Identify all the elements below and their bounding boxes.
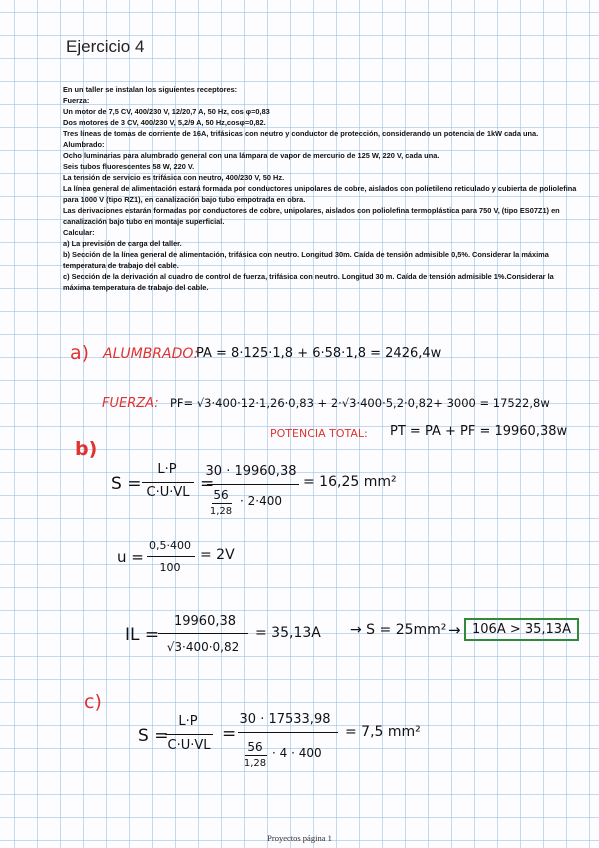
b-s-values-fraction-bar	[207, 484, 299, 485]
il-fraction-bar	[158, 633, 248, 634]
c-s-conductivity-den: 1,28	[243, 758, 267, 769]
u-denominator: 100	[159, 561, 181, 574]
ampacity-check-box: 106A > 35,13A	[464, 618, 579, 641]
arrow-icon: →	[448, 621, 461, 639]
statement-line: b) Sección de la línea general de alimentación, trifásica con neutro. Longitud 30m. Caída de tensión admisible 0,5%. Considerar la máxima temperatura de trabajo del cable.	[63, 250, 549, 270]
fuerza-equation: PF= √3·400·12·1,26·0,83 + 2·√3·400·5,2·0,82+ 3000 = 17522,8w	[170, 396, 550, 410]
b-s-conductivity-bar	[212, 503, 232, 504]
statement-line: Calcular:	[63, 228, 95, 237]
b-s-lhs: S =	[111, 474, 142, 494]
statement-line: Fuerza:	[63, 96, 90, 105]
b-s-conductivity-den: 1,28	[209, 506, 233, 517]
b-s-denominator: C·U·VL	[146, 485, 190, 500]
il-result: = 35,13A	[255, 625, 321, 641]
u-result: = 2V	[200, 547, 235, 563]
problem-statement	[63, 84, 583, 293]
statement-line: La línea general de alimentación estará formada por conductores unipolares de cobre, aislados con polietileno reticulado y cubierta de poliolefina para 1000 V (tipo RZ1), en canalización bajo tubo empotrada en obra.	[63, 184, 577, 204]
statement-line: Alumbrado:	[63, 140, 105, 149]
part-c-label: c)	[84, 691, 102, 713]
c-s-numerator-values: 30 · 17533,98	[239, 712, 331, 727]
b-s-result: = 16,25 mm²	[303, 474, 397, 490]
c-s-fraction-bar	[165, 734, 213, 735]
statement-line: Un motor de 7,5 CV, 400/230 V, 12/20,7 A, 50 Hz, cos φ=0,83	[63, 107, 270, 116]
part-b-label: b)	[75, 438, 98, 460]
statement-line: Seis tubos fluorescentes 58 W, 220 V.	[63, 162, 195, 171]
c-s-denominator: C·U·VL	[167, 738, 211, 753]
il-section-result: → S = 25mm²	[350, 622, 447, 638]
c-s-conductivity-bar	[245, 755, 267, 756]
alumbrado-label: ALUMBRADO:	[103, 346, 199, 362]
statement-line: La tensión de servicio es trifásica con neutro, 400/230 V, 50 Hz.	[63, 173, 285, 182]
b-s-fraction-bar	[142, 482, 194, 483]
statement-line: Tres líneas de tomas de corriente de 16A, trifásicas con neutro y conductor de protección, considerando un potencia de 1kW cada una.	[63, 129, 539, 138]
b-s-equals: =	[200, 474, 215, 494]
u-lhs: u =	[117, 548, 144, 566]
il-denominator: √3·400·0,82	[166, 640, 240, 654]
il-numerator: 19960,38	[173, 614, 237, 629]
c-s-lhs: S =	[138, 726, 169, 746]
u-fraction-bar	[147, 556, 195, 557]
il-lhs: IL =	[125, 625, 160, 645]
statement-line: Dos motores de 3 CV, 400/230 V, 5,2/9 A, 50 Hz,cosφ=0,82.	[63, 118, 266, 127]
fuerza-label: FUERZA:	[102, 396, 159, 411]
b-s-conductivity-num: 56	[213, 488, 229, 502]
c-s-result: = 7,5 mm²	[345, 724, 421, 740]
page-title: Ejercicio 4	[66, 37, 145, 56]
c-s-equals: =	[222, 724, 237, 744]
u-numerator: 0,5·400	[149, 539, 191, 552]
c-s-denominator-rest: · 4 · 400	[272, 746, 322, 760]
statement-line: c) Sección de la derivación al cuadro de control de fuerza, trifásica con neutro. Longitud 30 m. Caída de tensión admisible 1%.Considerar la máxima temperatura de trabajo del cable.	[63, 272, 554, 292]
c-s-conductivity-num: 56	[247, 740, 263, 754]
b-s-numerator: L·P	[157, 462, 177, 477]
statement-line: Ocho luminarias para alumbrado general con una lámpara de vapor de mercurio de 125 W, 220 V, cada una.	[63, 151, 440, 160]
statement-line: En un taller se instalan los siguientes receptores:	[63, 85, 238, 94]
c-s-numerator: L·P	[178, 714, 198, 729]
total-label: POTENCIA TOTAL:	[270, 427, 368, 440]
total-equation: PT = PA + PF = 19960,38w	[390, 424, 568, 439]
b-s-denominator-rest: · 2·400	[240, 494, 282, 508]
alumbrado-equation: PA = 8·125·1,8 + 6·58·1,8 = 2426,4w	[196, 346, 442, 361]
statement-line: Las derivaciones estarán formadas por conductores de cobre, unipolares, aislados con poliolefina termoplástica para 750 V, (tipo ES07Z1) en canalización bajo tubo en montaje superficial.	[63, 206, 560, 226]
statement-line: a) La previsión de carga del taller.	[63, 239, 182, 248]
c-s-values-fraction-bar	[238, 732, 338, 733]
part-a-label: a)	[70, 342, 90, 364]
page-footer: Proyectos página 1	[267, 833, 332, 843]
b-s-numerator-values: 30 · 19960,38	[205, 464, 297, 479]
